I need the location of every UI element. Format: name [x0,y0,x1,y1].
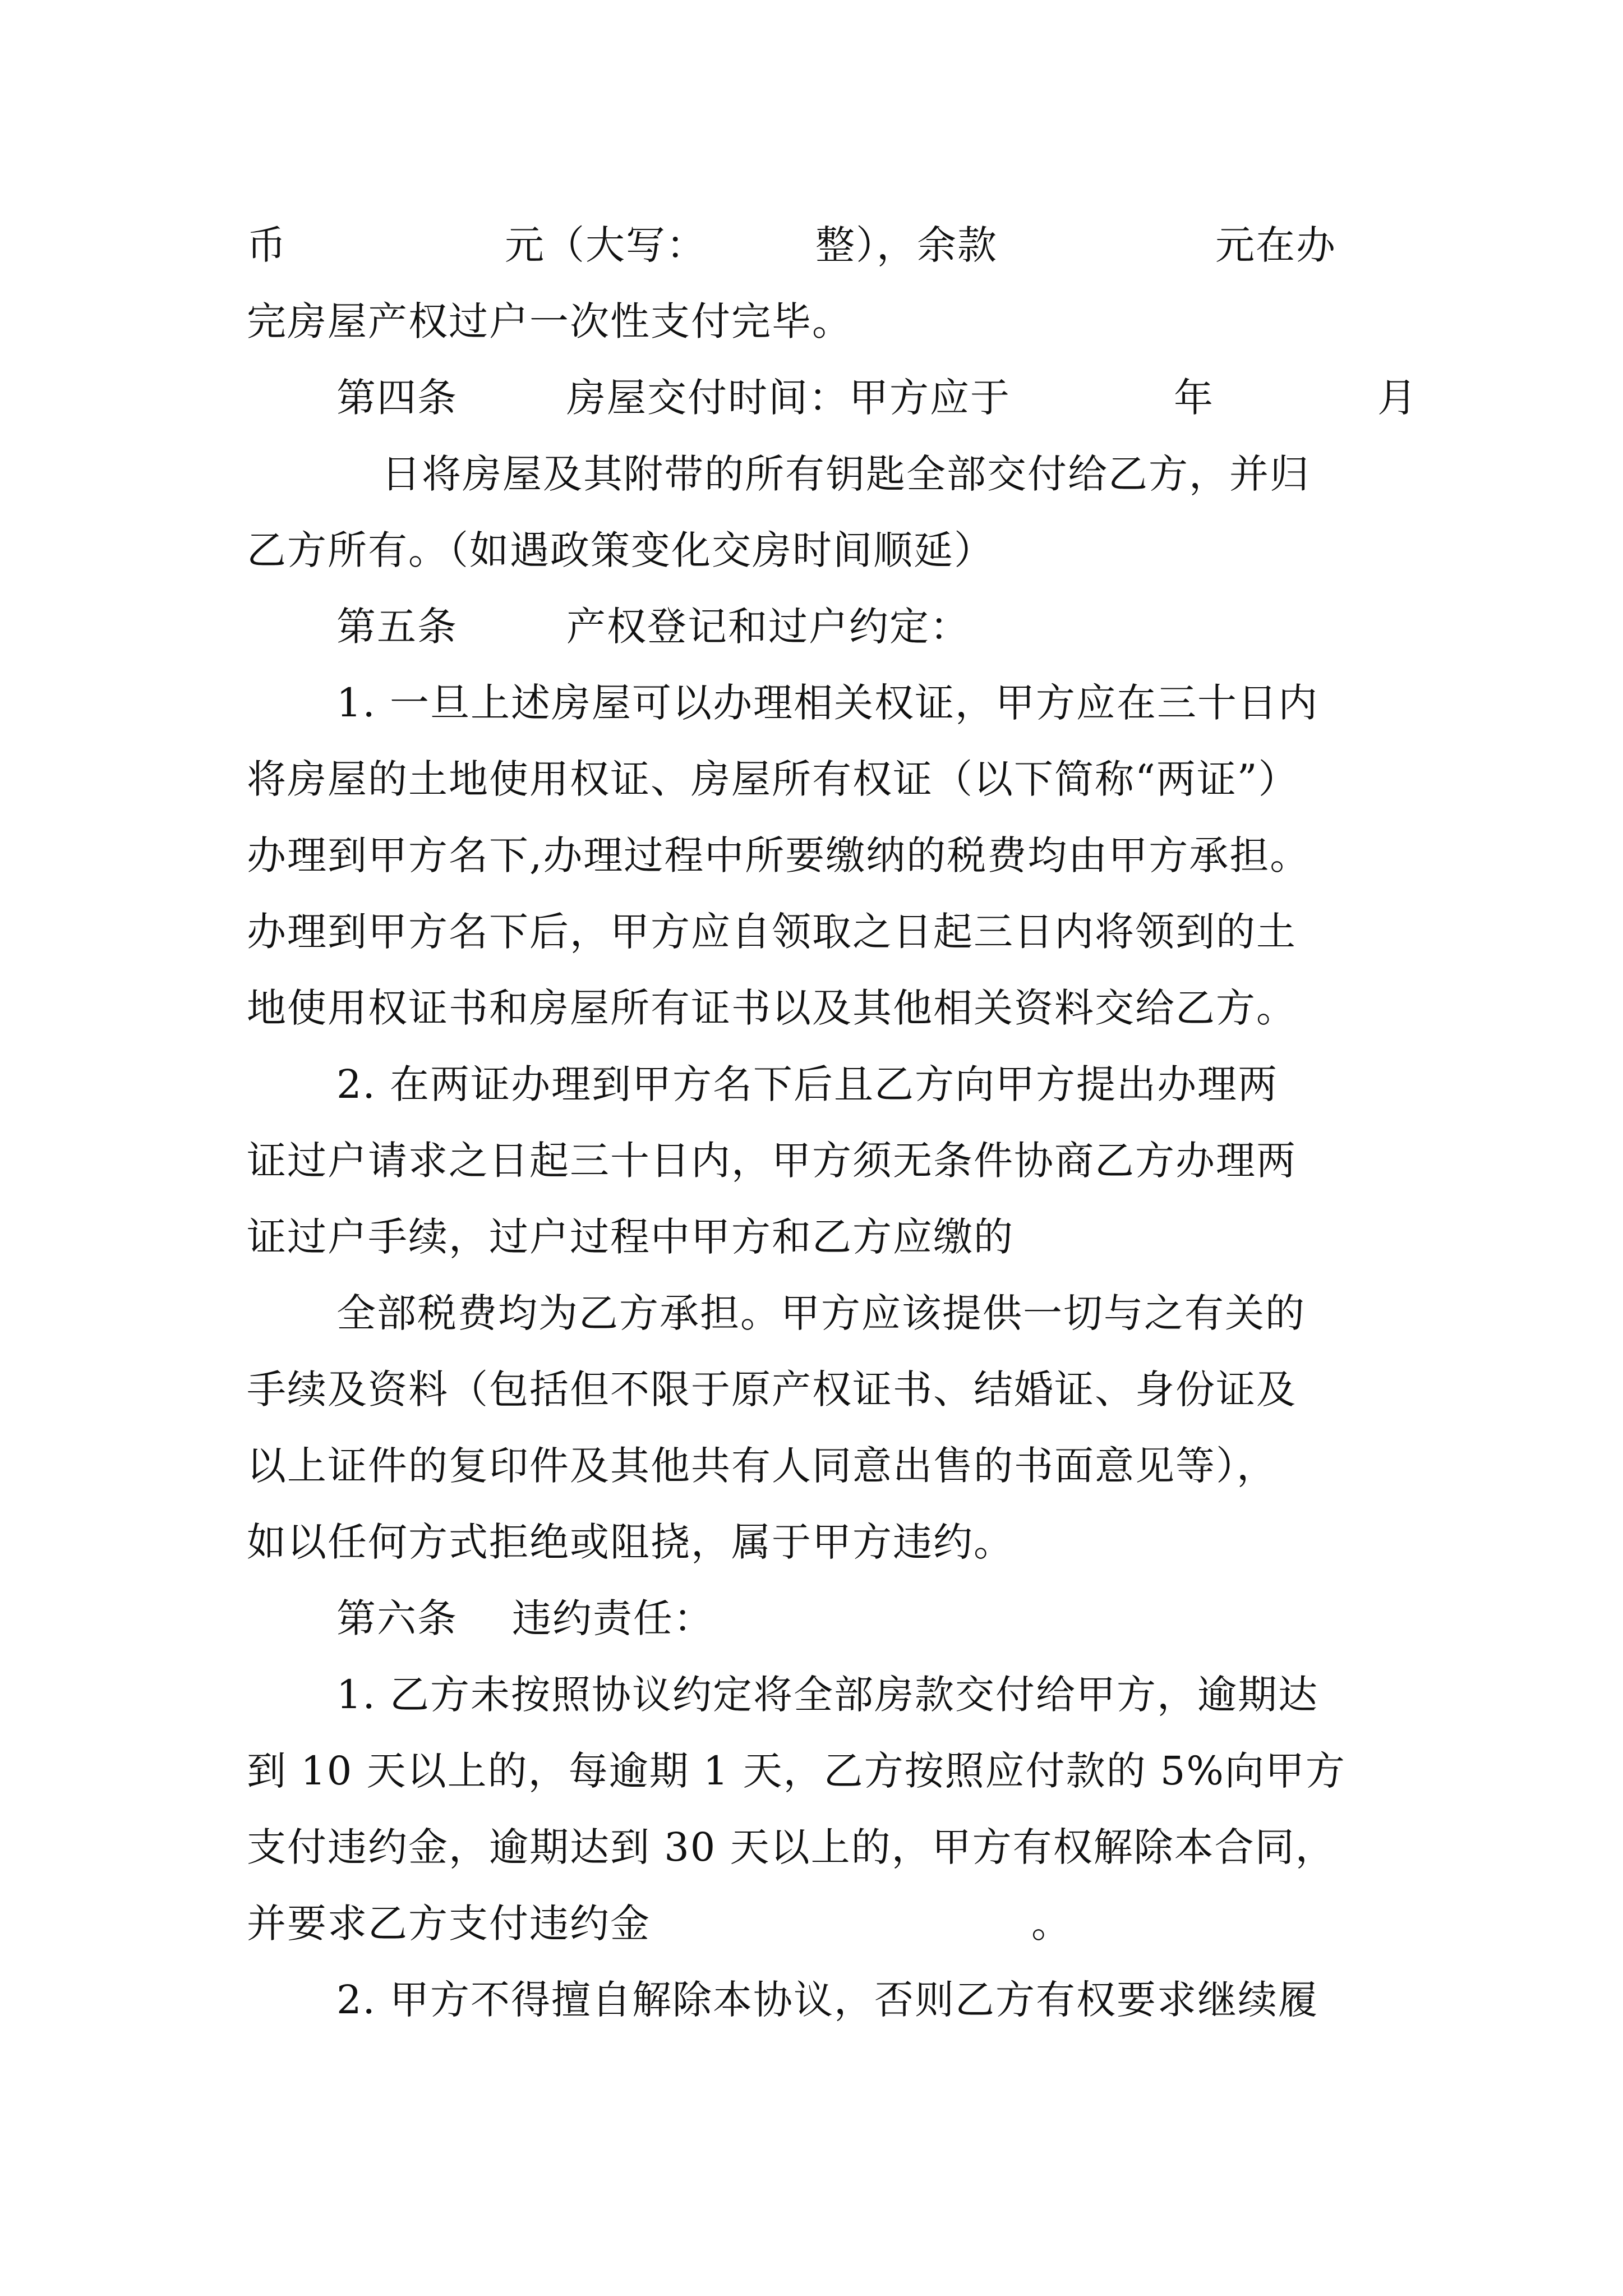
text-line-14: 证过户手续，过户过程中甲方和乙方应缴的 [247,1214,1014,1260]
text-line-12: 2. 在两证办理到甲方名下后且乙方向甲方提出办理两 [336,1061,1279,1107]
text-line-19: 第六条 违约责任： [336,1595,714,1641]
text-line-8: 将房屋的土地使用权证、房屋所有权证（以下简称“两证”） [247,756,1299,802]
text-line-22: 支付违约金，逾期达到 30 天以上的，甲方有权解除本合同， [247,1824,1336,1870]
text-line-23: 并要求乙方支付违约金 。 [247,1901,1072,1947]
text-line-24: 2. 甲方不得擅自解除本协议，否则乙方有权要求继续履 [336,1977,1319,2023]
text-line-17: 以上证件的复印件及其他共有人同意出售的书面意见等）， [247,1443,1277,1489]
text-line-13: 证过户请求之日起三十日内，甲方须无条件协商乙方办理两 [247,1138,1297,1184]
text-line-6: 第五条 产权登记和过户约定： [336,604,971,650]
text-line-21: 到 10 天以上的，每逾期 1 天，乙方按照应付款的 5%向甲方 [247,1748,1346,1794]
text-line-4: 日将房屋及其附带的所有钥匙全部交付给乙方，并归 [381,451,1310,497]
text-line-5: 乙方所有。（如遇政策变化交房时间顺延） [247,527,994,573]
text-line-1: 币 元（大写： 整），余款 元在办 [247,222,1337,268]
text-line-3: 第四条 房屋交付时间：甲方应于 年 月 [336,375,1418,421]
text-line-10: 办理到甲方名下后，甲方应自领取之日起三日内将领到的土 [247,909,1297,955]
text-line-2: 完房屋产权过户一次性支付完毕。 [247,298,852,344]
text-line-9: 办理到甲方名下,办理过程中所要缴纳的税费均由甲方承担。 [247,832,1311,878]
text-line-11: 地使用权证书和房屋所有证书以及其他相关资料交给乙方。 [247,985,1297,1031]
text-line-16: 手续及资料（包括但不限于原产权证书、结婚证、身份证及 [247,1366,1297,1412]
text-line-7: 1. 一旦上述房屋可以办理相关权证，甲方应在三十日内 [336,680,1319,726]
text-line-20: 1. 乙方未按照协议约定将全部房款交付给甲方，逾期达 [336,1672,1319,1718]
text-line-15: 全部税费均为乙方承担。甲方应该提供一切与之有关的 [336,1290,1306,1336]
text-line-18: 如以任何方式拒绝或阻挠，属于甲方违约。 [247,1519,1014,1565]
